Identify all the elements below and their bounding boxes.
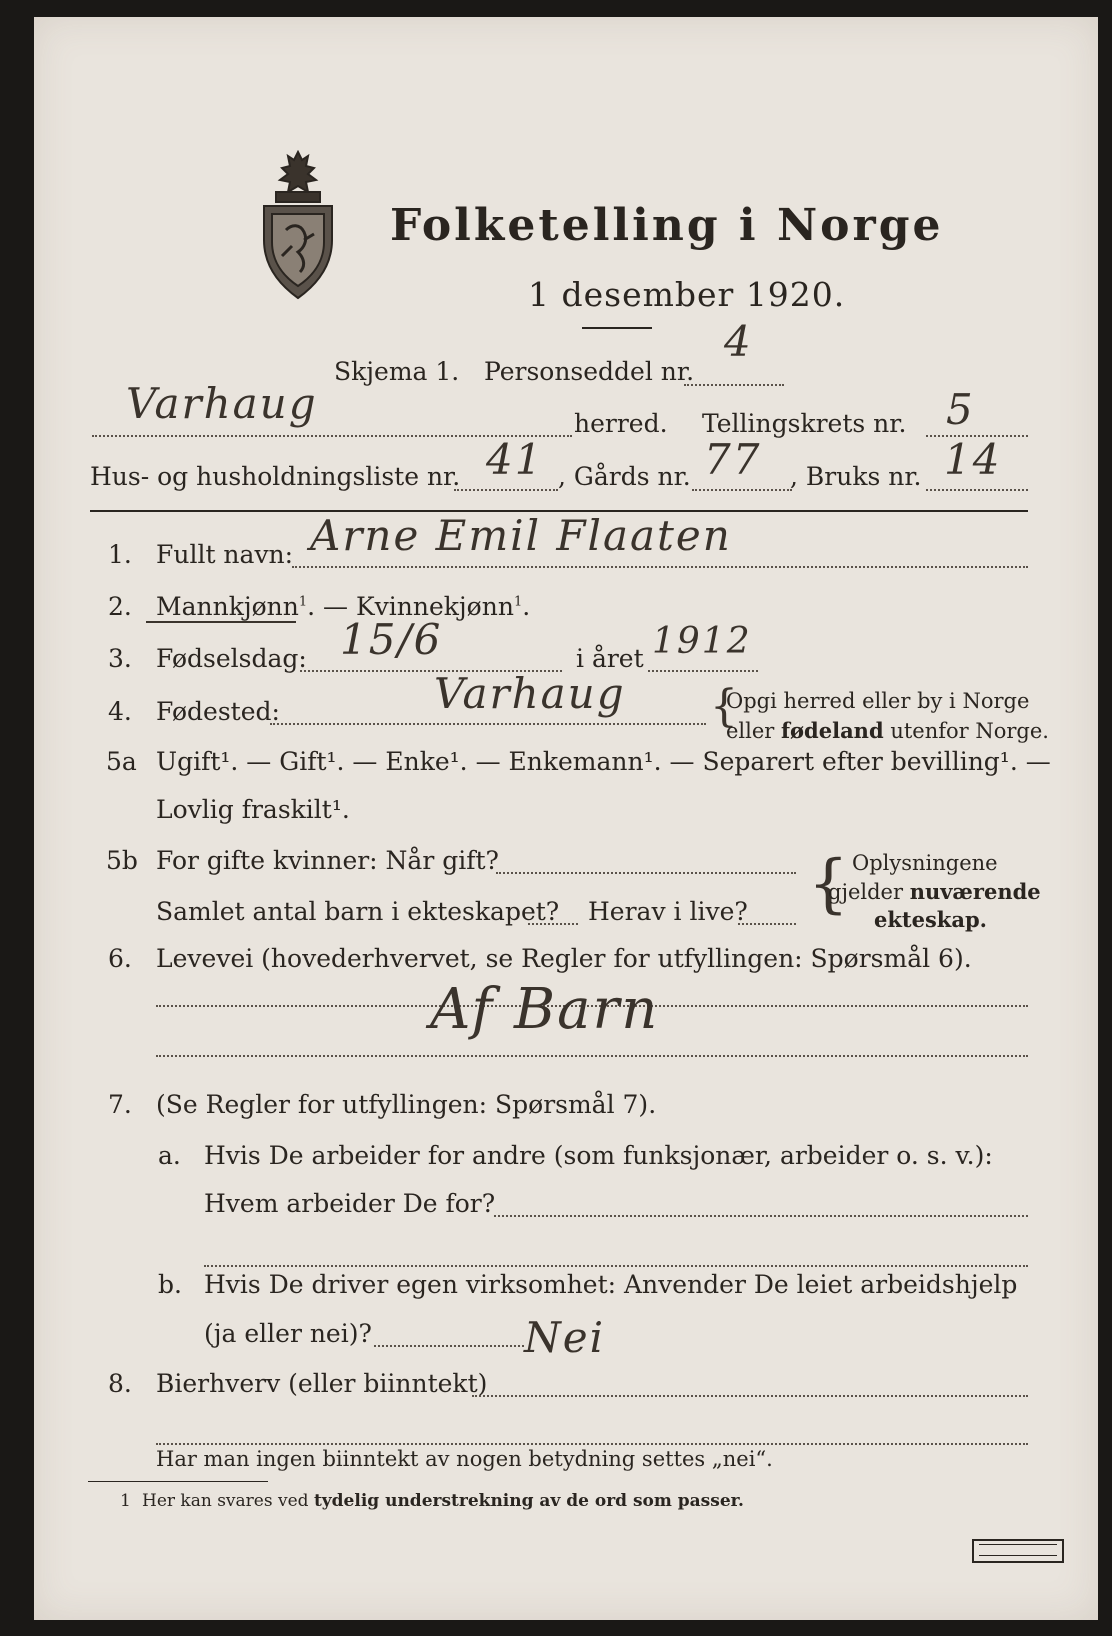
birthplace-field-line bbox=[270, 723, 706, 725]
q7b-label-line1: Hvis De driver egen virksomhet: Anvender De leiet arbeidshjelp bbox=[204, 1270, 1018, 1299]
hired-help-field-line bbox=[374, 1345, 524, 1347]
side-income-field-line-1 bbox=[472, 1395, 1028, 1397]
bruks-field-line bbox=[926, 489, 1028, 491]
marriage-note-line1: Oplysningene bbox=[852, 851, 998, 875]
children-alive-label: Herav i live? bbox=[588, 897, 748, 926]
side-income-note: Har man ingen biinntekt av nogen betydning settes „nei“. bbox=[156, 1447, 773, 1471]
marital-status-options: Ugift¹. — Gift¹. — Enke¹. — Enkemann¹. — Separert efter bevilling¹. — bbox=[156, 747, 1051, 776]
tellingskrets-label: Tellingskrets nr. bbox=[702, 409, 907, 438]
hired-help-label: (ja eller nei)? bbox=[204, 1319, 372, 1348]
marital-status-options-cont: Lovlig fraskilt¹. bbox=[156, 795, 350, 824]
personseddel-field-line bbox=[684, 384, 784, 386]
herred-label: herred. bbox=[574, 409, 668, 438]
q4-label: Fødested: bbox=[156, 697, 280, 726]
footnote-rule bbox=[88, 1481, 268, 1482]
q3-label: Fødselsdag: bbox=[156, 644, 307, 673]
personseddel-number-value: 4 bbox=[724, 317, 753, 366]
year-field-line bbox=[648, 670, 758, 672]
hus-value: 41 bbox=[486, 435, 544, 484]
birthplace-note-line2: eller fødeland utenfor Norge. bbox=[726, 718, 1049, 743]
married-when-field-line bbox=[496, 872, 796, 874]
q1-field-line bbox=[292, 566, 1028, 568]
occupation-value: Af Barn bbox=[430, 977, 660, 1042]
hired-help-value: Nei bbox=[524, 1313, 606, 1362]
census-date: 1 desember 1920. bbox=[528, 275, 846, 314]
printer-stamp bbox=[972, 1539, 1064, 1563]
female-option: Kvinnekjønn bbox=[355, 592, 514, 621]
q4-number: 4. bbox=[108, 697, 132, 726]
hus-field-line bbox=[454, 489, 558, 491]
year-label: i året bbox=[576, 644, 644, 673]
birth-year-value: 1912 bbox=[652, 621, 752, 662]
personseddel-label: Personseddel nr. bbox=[484, 357, 695, 386]
q4-note-brace: { bbox=[710, 681, 738, 732]
side-income-field-line-2 bbox=[156, 1443, 1028, 1445]
marriage-note-line2: gjelder nuværende bbox=[828, 879, 1041, 904]
bruks-value: 14 bbox=[944, 435, 1002, 484]
footnote-text: Her kan svares ved tydelig understrekning av de ord som passer. bbox=[142, 1491, 744, 1511]
schema-label: Skjema 1. bbox=[334, 357, 460, 386]
title-divider bbox=[582, 327, 652, 329]
children-alive-field-line bbox=[738, 923, 796, 925]
marriage-note-line3: ekteskap. bbox=[874, 907, 987, 932]
q6-number: 6. bbox=[108, 944, 132, 973]
q8-number: 8. bbox=[108, 1369, 132, 1398]
norwegian-coat-of-arms-icon bbox=[258, 150, 338, 300]
children-count-label: Samlet antal barn i ekteskapet? bbox=[156, 897, 560, 926]
q7-label: (Se Regler for utfyllingen: Spørsmål 7). bbox=[156, 1090, 657, 1119]
full-name-value: Arne Emil Flaaten bbox=[310, 511, 732, 560]
birthplace-value: Varhaug bbox=[434, 669, 626, 718]
hus-label: Hus- og husholdningsliste nr. bbox=[90, 462, 461, 491]
q7-number: 7. bbox=[108, 1090, 132, 1119]
gards-value: 77 bbox=[704, 435, 762, 484]
q5a-number: 5a bbox=[106, 747, 137, 776]
tellingskrets-value: 5 bbox=[946, 385, 975, 434]
bruks-label: , Bruks nr. bbox=[790, 462, 922, 491]
q1-label: Fullt navn: bbox=[156, 540, 294, 569]
gards-label: , Gårds nr. bbox=[558, 462, 691, 491]
q2-number: 2. bbox=[108, 592, 132, 621]
employer-field-line-1 bbox=[494, 1215, 1028, 1217]
male-option: Mannkjønn bbox=[156, 592, 299, 621]
q3-number: 3. bbox=[108, 644, 132, 673]
occupation-label: Levevei (hovederhvervet, se Regler for utfyllingen: Spørsmål 6). bbox=[156, 944, 972, 973]
form-title: Folketelling i Norge bbox=[390, 200, 944, 251]
children-count-field-line bbox=[528, 923, 578, 925]
occupation-field-line-2 bbox=[156, 1055, 1028, 1057]
birthday-value: 15/6 bbox=[340, 615, 443, 664]
male-selection-underline bbox=[146, 621, 296, 623]
q1-number: 1. bbox=[108, 540, 132, 569]
married-when-label: For gifte kvinner: Når gift? bbox=[156, 846, 499, 875]
q2-options: Mannkjønn$^1$. — Kvinnekjønn$^1$. bbox=[156, 592, 531, 621]
employer-label: Hvem arbeider De for? bbox=[204, 1189, 496, 1218]
gards-field-line bbox=[692, 489, 792, 491]
side-income-label: Bierhverv (eller biinntekt) bbox=[156, 1369, 488, 1398]
q7a-label-line1: Hvis De arbeider for andre (som funksjonær, arbeider o. s. v.): bbox=[204, 1141, 993, 1170]
q7b-number: b. bbox=[158, 1270, 182, 1299]
census-form-sheet bbox=[34, 17, 1098, 1620]
employer-field-line-2 bbox=[204, 1265, 1028, 1267]
herred-value: Varhaug bbox=[126, 379, 318, 428]
birthplace-note-line1: Opgi herred eller by i Norge bbox=[726, 689, 1030, 713]
q5b-number: 5b bbox=[106, 846, 138, 875]
footnote-mark: 1 bbox=[120, 1491, 131, 1511]
q7a-number: a. bbox=[158, 1141, 181, 1170]
q5b-note-brace: { bbox=[808, 847, 849, 921]
